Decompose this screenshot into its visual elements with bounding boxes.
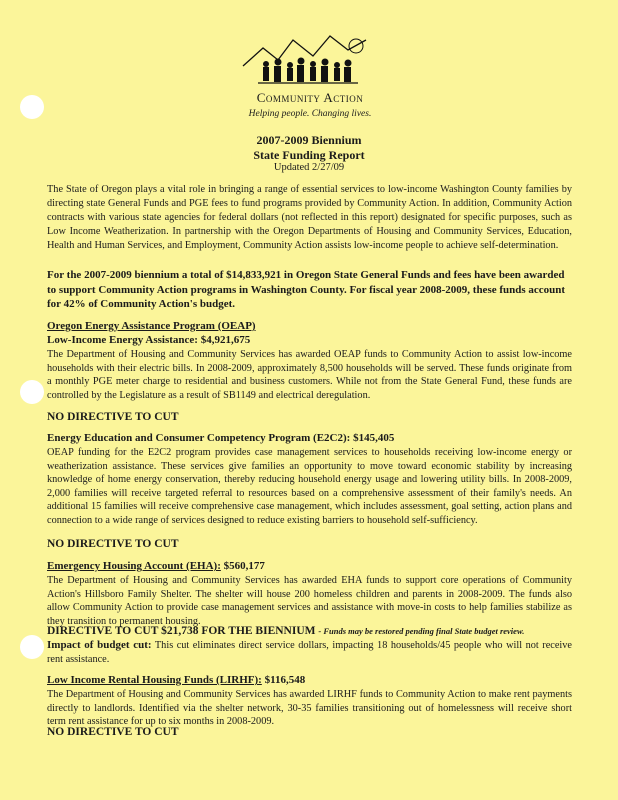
report-title-line2: State Funding Report: [253, 148, 365, 162]
oeap-amount: $4,921,675: [200, 334, 251, 346]
e2c2-label: Energy Education and Consumer Competency Program (E2C2):: [47, 432, 351, 444]
eha-impact-label: Impact of budget cut:: [47, 639, 152, 651]
e2c2-title: [47, 432, 394, 444]
oeap-directive: NO DIRECTIVE TO CUT: [47, 411, 179, 423]
eha-impact: [47, 639, 572, 666]
report-updated-date: Updated 2/27/09: [273, 162, 345, 173]
report-title-line1: 2007-2009 Biennium: [256, 133, 362, 147]
lirhf-directive: NO DIRECTIVE TO CUT: [47, 726, 179, 738]
oeap-body: The Department of Housing and Community Services has awarded OEAP funds to Community Action to assist low-income households with their electric bills. In 2008-2009, approximately 8,500 households will be served. These funds originate from a monthly PGE meter charge to residential and business customers. While not from the State General Fund, these funds are controlled by the Legislature as a result of SB1149 and electrical deregulation.: [47, 349, 572, 401]
lirhf-title: [47, 674, 305, 686]
eha-body: The Department of Housing and Community Services has awarded EHA funds to support core operations of Community Action's Hillsboro Family Shelter. The shelter will house 200 homeless children and parents in 2008-2009. The funds also allow Community Action to provide case management services and assistance with move-in costs to help families stabilize as they transition to permanent housing.: [47, 575, 572, 627]
eha-impact-text: This cut eliminates direct service dollars, impacting 18 households/45 people who will not receive rent assistance.: [47, 640, 572, 665]
punch-hole: [20, 95, 44, 119]
lirhf-label: Low Income Rental Housing Funds (LIRHF):: [47, 674, 262, 686]
punch-hole: [20, 380, 44, 404]
e2c2-body: OEAP funding for the E2C2 program provides case management services to households receiving low-income energy or weatherization assistance. These services give families an opportunity to move toward economic stability by increasing knowledge of home energy conservation, thereby reducing household energy usage and lowering utility bills. In 2008-2009, 2,000 families will receive targeted referral to resources based on a comprehensive assessment of their family's needs. An additional 15 families will receive comprehensive case management, which includes assessment, goal setting, action plans and connection to a wide range of services designed to reduce existing barriers to household self-sufficiency.: [47, 447, 572, 526]
e2c2-amount: $145,405: [353, 432, 395, 444]
community-action-logo: [238, 26, 378, 136]
eha-directive-line: [47, 625, 524, 637]
lirhf-amount: $116,548: [264, 674, 306, 686]
org-tagline: Helping people. Changing lives.: [248, 109, 372, 119]
funding-summary: For the 2007-2009 biennium a total of $14,833,921 in Oregon State General Funds and fees have been awarded to support Community Action programs in Washington County. For fiscal year 2008-2009, these funds account for 42% of Community Action's budget.: [47, 269, 566, 310]
eha-title: [47, 560, 265, 572]
oeap-section-title: Oregon Energy Assistance Program (OEAP): [47, 320, 256, 332]
lirhf-body: The Department of Housing and Community Services has awarded LIRHF funds to Community Action to make rent payments directly to landlords. Identified via the shelter network, 30-35 families transitioning out of homelessness will receive short term rent assistance for up to six months in 2008-2009.: [47, 689, 572, 728]
eha-amount: $560,177: [223, 560, 265, 572]
oeap-subtitle-label: Low-Income Energy Assistance:: [47, 334, 198, 346]
org-name: Community Action: [256, 90, 364, 105]
eha-directive-note: - Funds may be restored pending final State budget review.: [318, 626, 525, 636]
punch-hole: [20, 635, 44, 659]
eha-directive: DIRECTIVE TO CUT $21,738 FOR THE BIENNIUM: [47, 625, 316, 637]
oeap-subtitle: [47, 334, 250, 346]
intro-paragraph: The State of Oregon plays a vital role in bringing a range of essential services to low-income Washington County families by directing state General Funds and PGE fees to fund programs provided by Community Action. In addition, Community Action contracts with various state agencies for federal dollars (not reflected in this report) designated for specific purposes, such as Low Income Weatherization. In partnership with the Oregon Departments of Housing and Community Services, Education, Health and Human Services, and Employment, Community Action assists low-income people to achieve self-determination.: [47, 184, 572, 251]
eha-label: Emergency Housing Account (EHA):: [47, 560, 221, 572]
e2c2-directive: NO DIRECTIVE TO CUT: [47, 538, 179, 550]
